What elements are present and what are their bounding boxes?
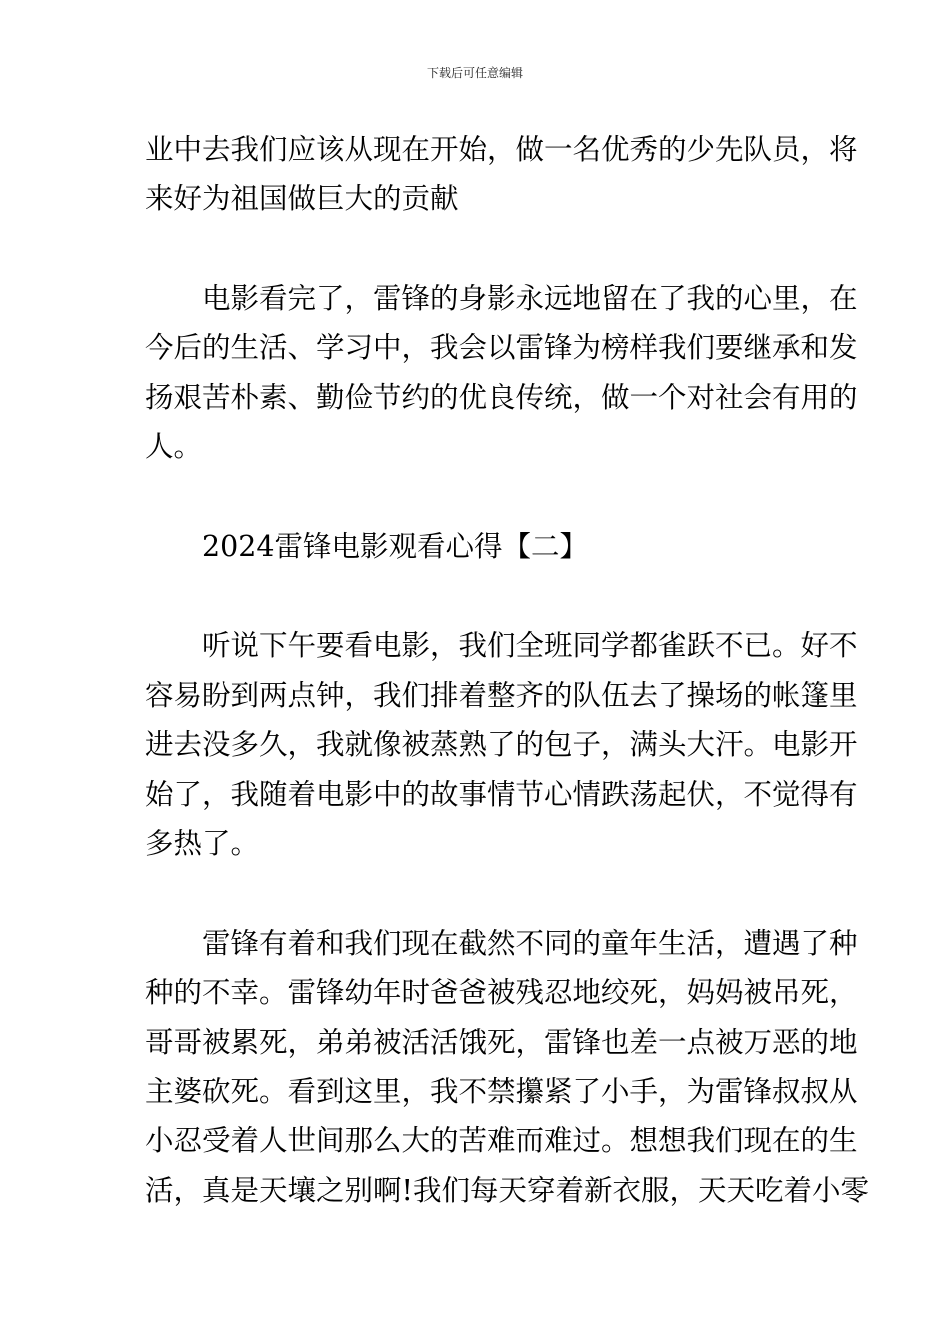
text-line: 业中去我们应该从现在开始，做一名优秀的少先队员，将 (145, 133, 858, 166)
text-line: 人。 (145, 430, 203, 463)
text-line: 主婆砍死。看到这里，我不禁攥紧了小手，为雷锋叔叔从 (145, 1075, 858, 1108)
text-line: 小忍受着人世间那么大的苦难而难过。想想我们现在的生 (145, 1124, 858, 1157)
text-line: 容易盼到两点钟，我们排着整齐的队伍去了操场的帐篷里 (145, 679, 858, 712)
text-line: 听说下午要看电影，我们全班同学都雀跃不已。好不 (145, 629, 858, 662)
text-line: 多热了。 (145, 827, 260, 860)
page-header: 下载后可任意编辑 (426, 66, 523, 80)
text-line: 今后的生活、学习中，我会以雷锋为榜样我们要继承和发 (145, 331, 858, 364)
section-heading: 2024雷锋电影观看心得【二】 (145, 530, 589, 563)
text-line: 雷锋有着和我们现在截然不同的童年生活，遭遇了种 (145, 927, 858, 960)
text-line: 电影看完了，雷锋的身影永远地留在了我的心里，在 (145, 282, 858, 315)
text-line: 哥哥被累死，弟弟被活活饿死，雷锋也差一点被万恶的地 (145, 1026, 858, 1059)
text-line: 扬艰苦朴素、勤俭节约的优良传统，做一个对社会有用的 (145, 381, 858, 414)
text-line: 活，真是天壤之别啊!我们每天穿着新衣服，天天吃着小零 (145, 1174, 869, 1207)
text-line: 进去没多久，我就像被蒸熟了的包子，满头大汗。电影开 (145, 728, 858, 761)
text-line: 种的不幸。雷锋幼年时爸爸被残忍地绞死，妈妈被吊死， (145, 976, 858, 1009)
text-line: 始了，我随着电影中的故事情节心情跌荡起伏，不觉得有 (145, 778, 858, 811)
text-line: 来好为祖国做巨大的贡献 (145, 182, 459, 215)
